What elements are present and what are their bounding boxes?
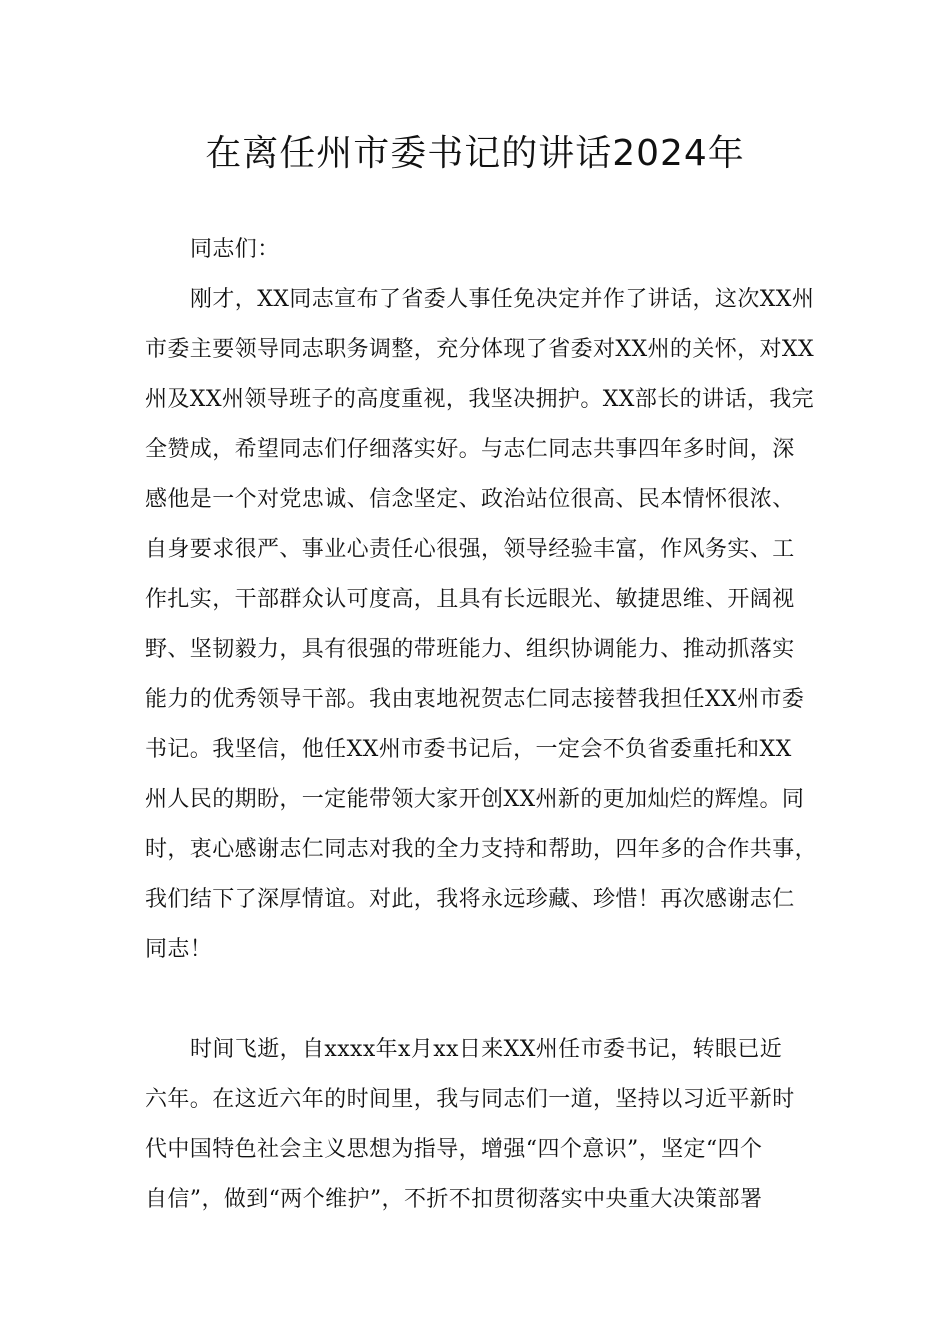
paragraph-line: 代中国特色社会主义思想为指导，增强“四个意识”，坚定“四个 <box>145 1137 763 1162</box>
paragraph-line: 书记。我坚信，他任XX州市委书记后，一定会不负省委重托和XX <box>145 737 792 762</box>
paragraph-line: 时，衷心感谢志仁同志对我的全力支持和帮助，四年多的合作共事， <box>145 837 818 862</box>
document-title: 在离任州市委书记的讲话2024年 <box>205 133 745 174</box>
salutation: 同志们： <box>190 237 280 262</box>
paragraph-line: 时间飞逝，自xxxx年x月xx日来XX州任市委书记，转眼已近 <box>190 1037 783 1062</box>
paragraph-line: 州及XX州领导班子的高度重视，我坚决拥护。XX部长的讲话，我完 <box>145 387 815 412</box>
paragraph-line: 市委主要领导同志职务调整，充分体现了省委对XX州的关怀，对XX <box>145 337 815 362</box>
paragraph-line: 作扎实，干部群众认可度高，且具有长远眼光、敏捷思维、开阔视 <box>145 587 795 612</box>
paragraph-line: 我们结下了深厚情谊。对此，我将永远珍藏、珍惜！再次感谢志仁 <box>145 887 795 912</box>
paragraph-line: 同志！ <box>145 937 213 962</box>
paragraph-line: 刚才，XX同志宣布了省委人事任免决定并作了讲话，这次XX州 <box>190 287 815 312</box>
paragraph-line: 六年。在这近六年的时间里，我与同志们一道，坚持以习近平新时 <box>145 1087 795 1112</box>
paragraph-line: 州人民的期盼，一定能带领大家开创XX州新的更加灿烂的辉煌。同 <box>145 787 805 812</box>
paragraph-line: 自信”，做到“两个维护”，不折不扣贯彻落实中央重大决策部署 <box>145 1187 763 1212</box>
paragraph-line: 能力的优秀领导干部。我由衷地祝贺志仁同志接替我担任XX州市委 <box>145 687 805 712</box>
paragraph-line: 感他是一个对党忠诚、信念坚定、政治站位很高、民本情怀很浓、 <box>145 487 795 512</box>
paragraph-line: 野、坚韧毅力，具有很强的带班能力、组织协调能力、推动抓落实 <box>145 637 795 662</box>
paragraph-line: 自身要求很严、事业心责任心很强，领导经验丰富，作风务实、工 <box>145 537 795 562</box>
paragraph-line: 全赞成，希望同志们仔细落实好。与志仁同志共事四年多时间，深 <box>145 437 795 462</box>
